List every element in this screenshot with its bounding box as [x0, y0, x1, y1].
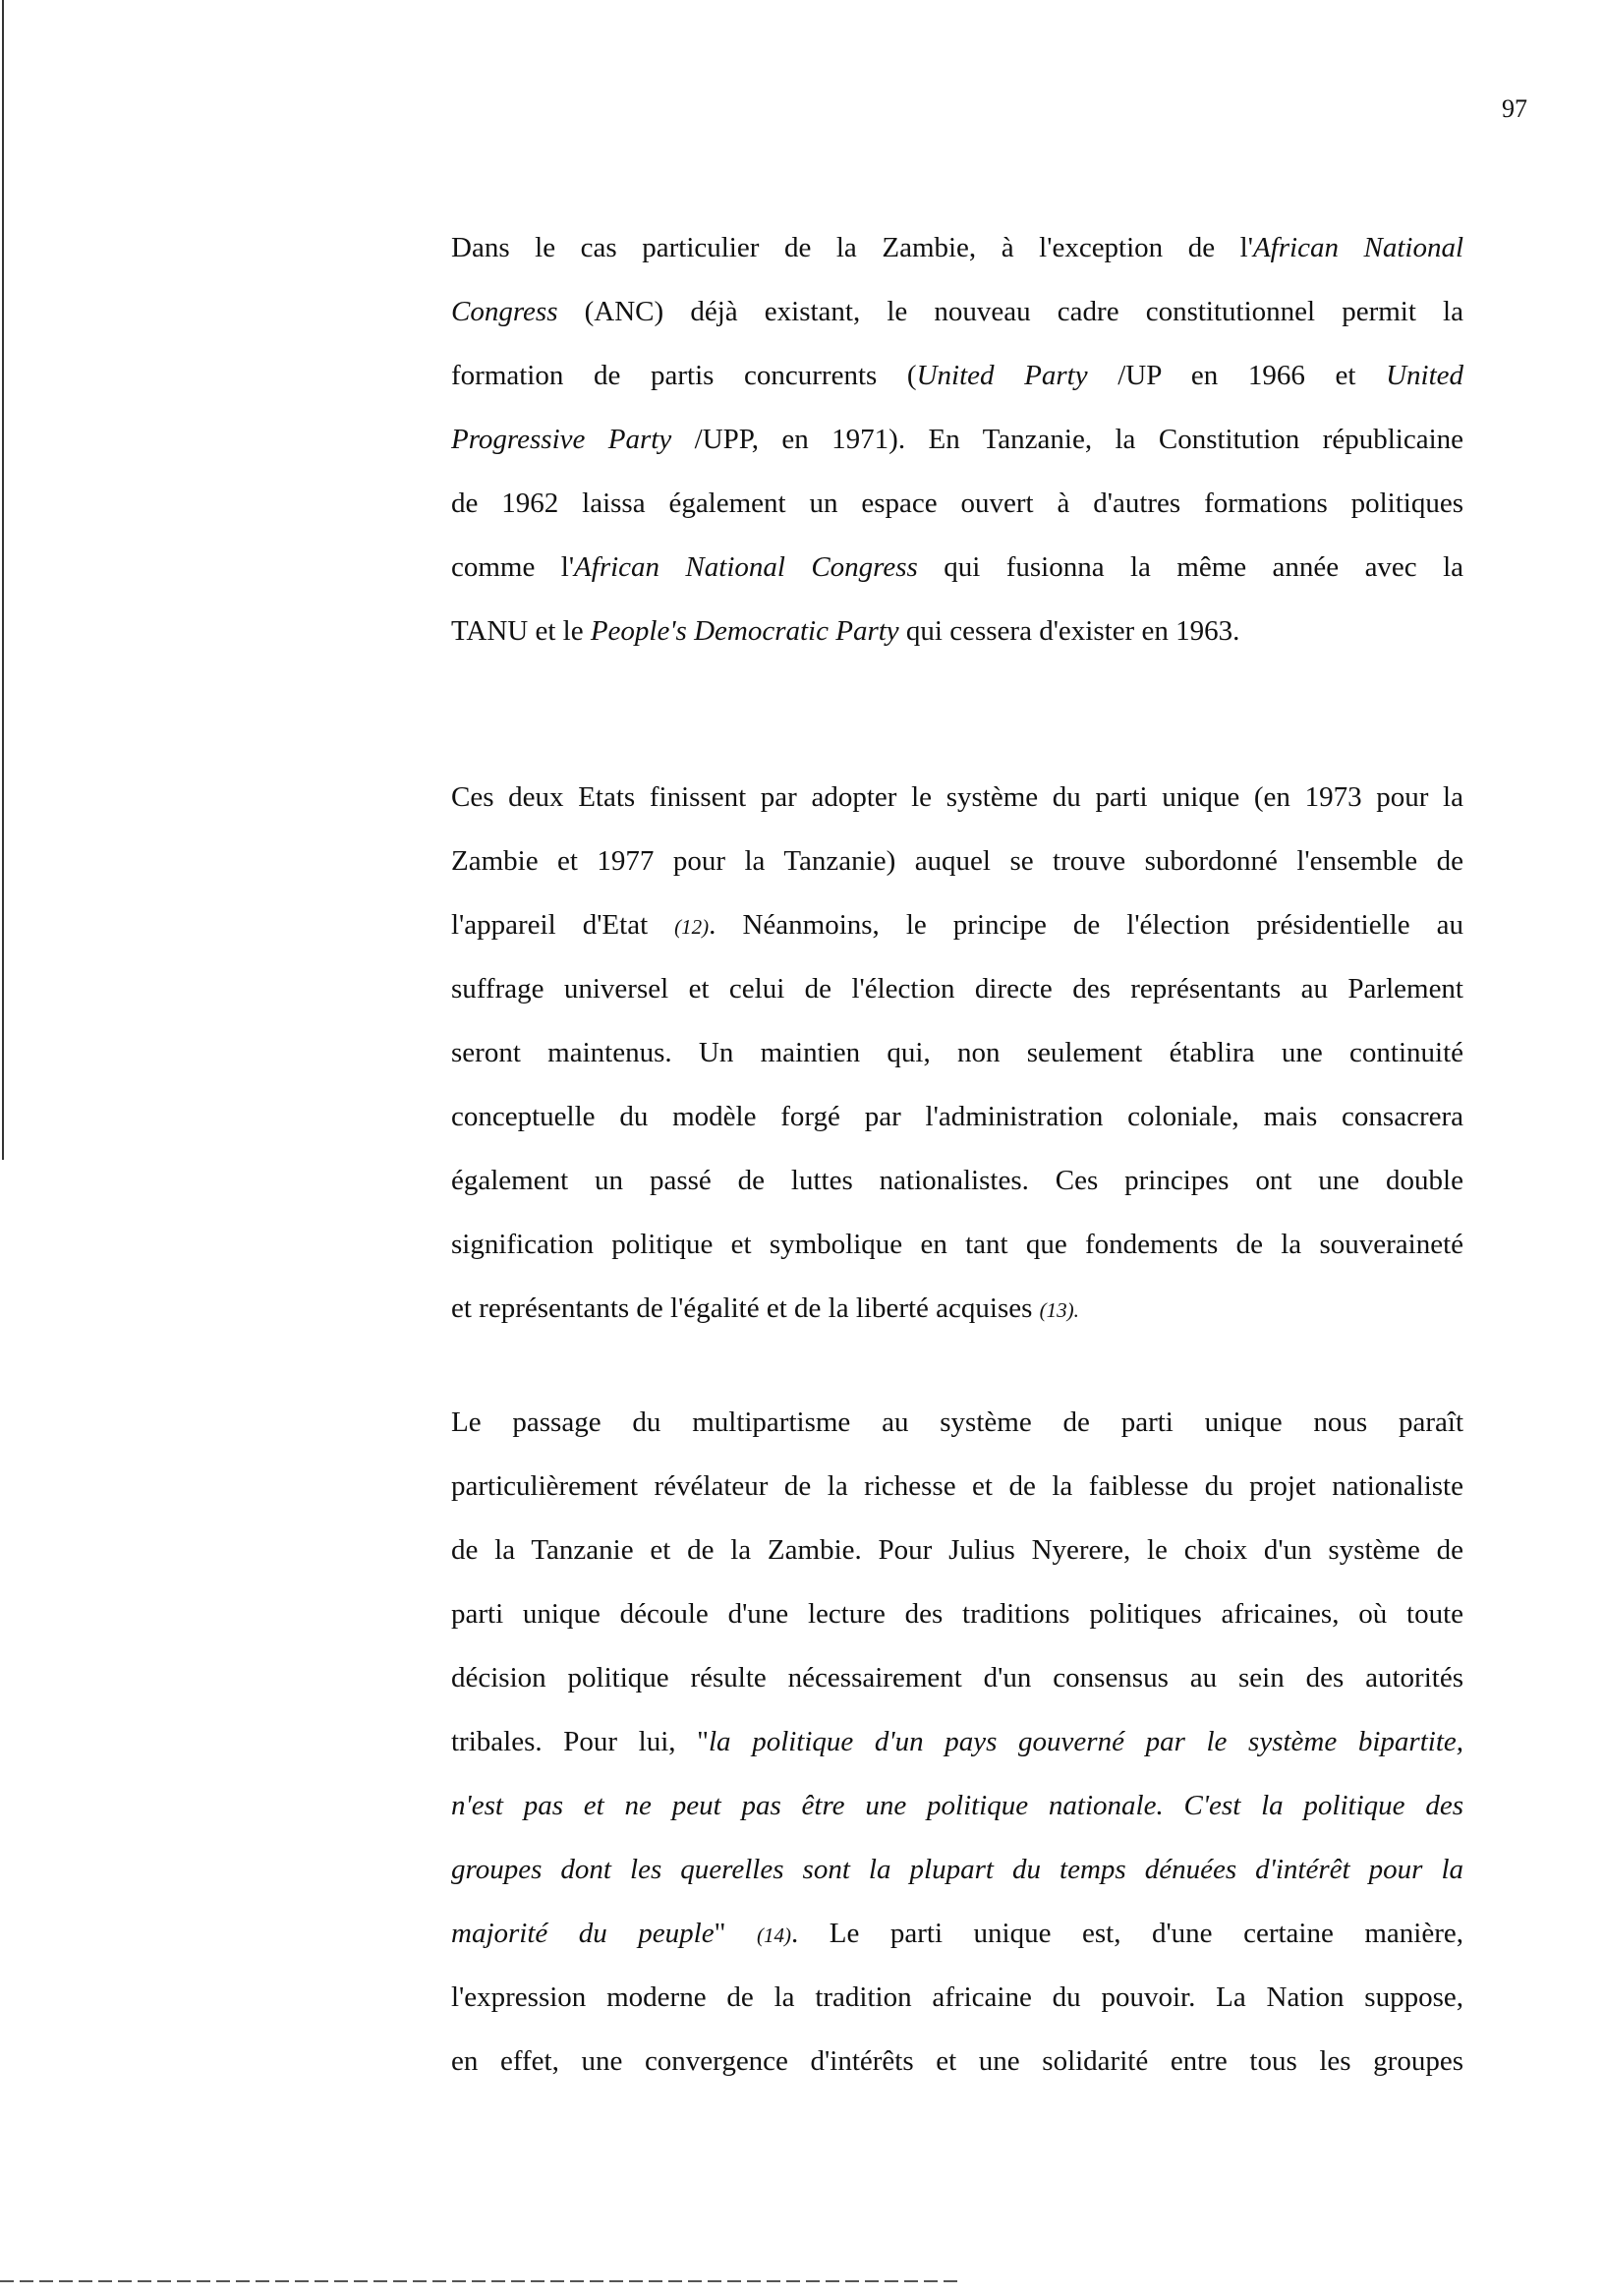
text-segment: Le passage du multipartisme au système de parti unique nous paraît — [451, 1406, 1463, 1438]
text-segment: /UPP, en 1971). En Tanzanie, la Constitution républicaine — [671, 424, 1463, 455]
text-line — [451, 1710, 1463, 1774]
text-line — [451, 1582, 1463, 1646]
text-line — [451, 1213, 1463, 1277]
text-line — [451, 893, 1463, 957]
text-line — [451, 1149, 1463, 1213]
text-segment: formation de partis concurrents ( — [451, 360, 917, 391]
text-line — [451, 1021, 1463, 1085]
text-line — [451, 1085, 1463, 1149]
text-line — [451, 1391, 1463, 1455]
paragraph-1 — [451, 216, 1463, 663]
text-line — [451, 216, 1463, 280]
text-segment: et représentants de l'égalité et de la liberté acquises — [451, 1292, 1040, 1324]
text-segment: signification politique et symbolique en tant que fondements de la souveraineté — [451, 1229, 1463, 1260]
text-segment: " — [714, 1918, 757, 1949]
italic-text: People's Democratic Party — [590, 615, 899, 647]
text-segment: décision politique résulte nécessairement d'un consensus au sein des autorités — [451, 1662, 1463, 1693]
text-line — [451, 1277, 1463, 1341]
italic-text: la politique d'un pays gouverné par le système bipartite, — [709, 1726, 1463, 1757]
text-line — [451, 1455, 1463, 1519]
text-line — [451, 830, 1463, 893]
text-segment: tribales. Pour lui, " — [451, 1726, 709, 1757]
text-segment: de 1962 laissa également un espace ouvert à d'autres formations politiques — [451, 488, 1463, 519]
text-line — [451, 1774, 1463, 1838]
text-segment: qui cessera d'exister en 1963. — [898, 615, 1240, 647]
text-segment: Zambie et 1977 pour la Tanzanie) auquel se trouve subordonné l'ensemble de — [451, 845, 1463, 877]
text-line — [451, 536, 1463, 600]
text-segment: parti unique découle d'une lecture des traditions politiques africaines, où toute — [451, 1598, 1463, 1630]
text-segment: suffrage universel et celui de l'élection directe des représentants au Parlement — [451, 973, 1463, 1004]
italic-text: Progressive Party — [451, 424, 672, 455]
text-segment: également un passé de luttes nationalistes. Ces principes ont une double — [451, 1165, 1463, 1196]
footnote-reference: (13). — [1039, 1298, 1079, 1322]
italic-text: United — [1386, 360, 1463, 391]
footnote-reference: (14) — [756, 1923, 791, 1947]
text-line — [451, 1646, 1463, 1710]
text-segment: /UP en 1966 et — [1087, 360, 1387, 391]
text-line — [451, 1838, 1463, 1902]
text-line — [451, 280, 1463, 344]
text-segment: particulièrement révélateur de la richesse et de la faiblesse du projet nationaliste — [451, 1470, 1463, 1502]
text-segment: comme l' — [451, 551, 575, 583]
text-segment: (ANC) déjà existant, le nouveau cadre constitutionnel permit la — [557, 296, 1463, 327]
italic-text: African National — [1252, 232, 1464, 263]
text-segment: de la Tanzanie et de la Zambie. Pour Julius Nyerere, le choix d'un système de — [451, 1534, 1463, 1566]
text-line — [451, 957, 1463, 1021]
page-number: 97 — [1502, 94, 1527, 123]
text-segment: Dans le cas particulier de la Zambie, à l'exception de l' — [451, 232, 1253, 263]
text-line — [451, 472, 1463, 536]
italic-text: United Party — [916, 360, 1088, 391]
text-segment: en effet, une convergence d'intérêts et une solidarité entre tous les groupes — [451, 2045, 1463, 2077]
paragraph-2 — [451, 766, 1463, 1341]
text-segment: TANU et le — [451, 615, 591, 647]
text-line — [451, 2030, 1463, 2094]
italic-text: groupes dont les querelles sont la plupart du temps dénuées d'intérêt pour la — [451, 1854, 1463, 1885]
footnote-reference: (12) — [674, 915, 710, 939]
text-line — [451, 766, 1463, 830]
text-line — [451, 408, 1463, 472]
italic-text: majorité du peuple — [451, 1918, 715, 1949]
text-line — [451, 344, 1463, 408]
text-line — [451, 1966, 1463, 2030]
paragraph-3 — [451, 1391, 1463, 2094]
italic-text: African National Congress — [574, 551, 918, 583]
scan-edge-line — [2, 0, 4, 1160]
text-segment: seront maintenus. Un maintien qui, non seulement établira une continuité — [451, 1037, 1463, 1068]
text-segment: conceptuelle du modèle forgé par l'administration coloniale, mais consacrera — [451, 1101, 1463, 1132]
text-segment: Ces deux Etats finissent par adopter le système du parti unique (en 1973 pour la — [451, 781, 1463, 813]
text-line — [451, 1902, 1463, 1966]
text-segment: l'expression moderne de la tradition africaine du pouvoir. La Nation suppose, — [451, 1981, 1463, 2013]
text-segment: l'appareil d'Etat — [451, 909, 675, 941]
scan-bottom-line — [0, 2280, 963, 2282]
text-line — [451, 600, 1463, 663]
italic-text: Congress — [451, 296, 558, 327]
text-segment: . Néanmoins, le principe de l'élection présidentielle au — [709, 909, 1463, 941]
text-segment: . Le parti unique est, d'une certaine manière, — [790, 1918, 1463, 1949]
text-segment: qui fusionna la même année avec la — [917, 551, 1464, 583]
text-line — [451, 1519, 1463, 1582]
italic-text: n'est pas et ne peut pas être une politique nationale. C'est la politique des — [451, 1790, 1463, 1821]
